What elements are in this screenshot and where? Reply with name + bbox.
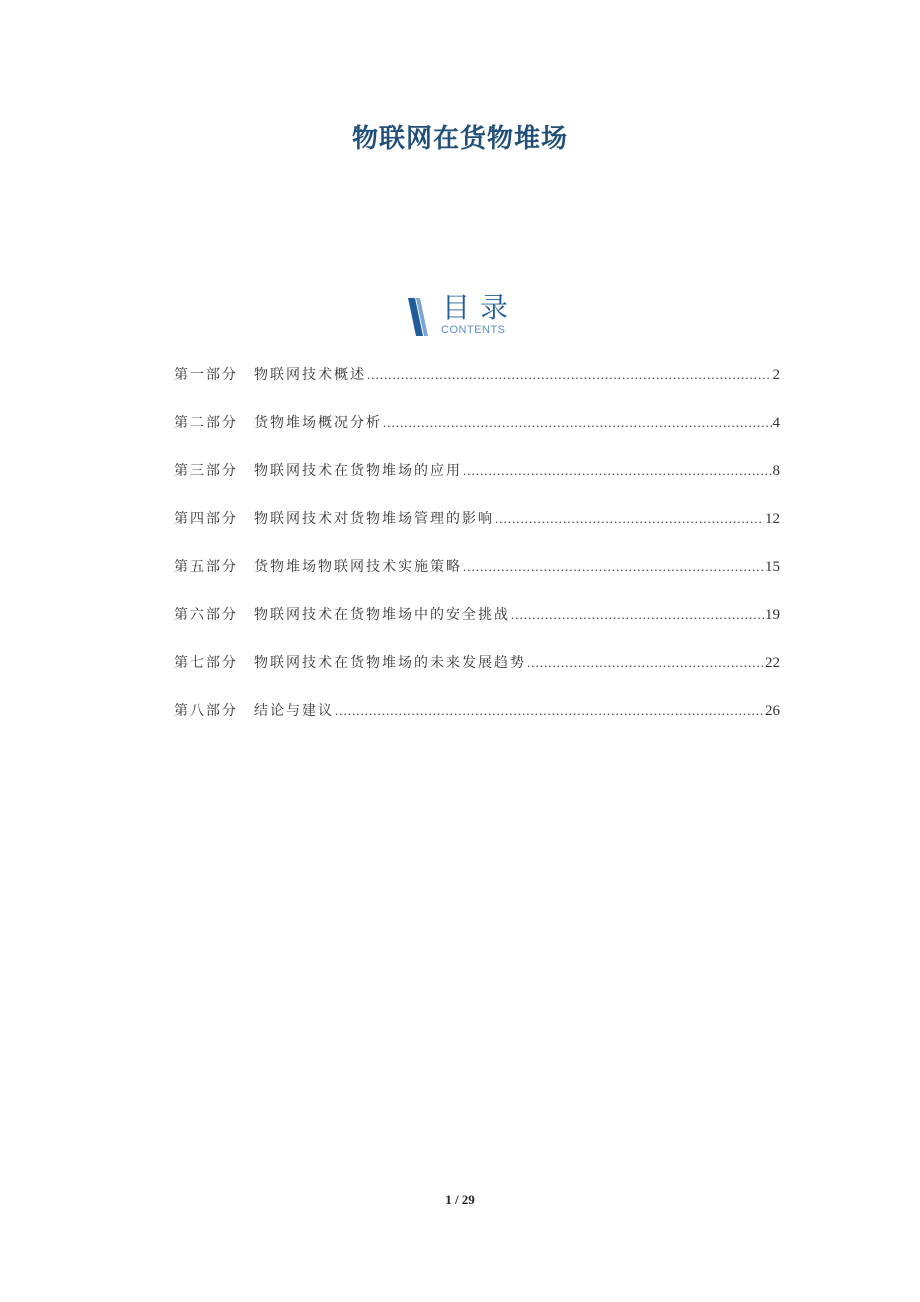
toc-entry[interactable] xyxy=(174,604,780,652)
toc-entry-part: 第三部分 xyxy=(174,463,238,479)
toc-entry-part: 第八部分 xyxy=(174,703,238,719)
toc-entry-page: 22 xyxy=(765,655,780,671)
toc-logo-icon xyxy=(406,296,432,338)
toc-entry[interactable] xyxy=(174,460,780,508)
toc-entry-page: 2 xyxy=(772,367,780,383)
toc-entry-title: 物联网技术在货物堆场中的安全挑战 xyxy=(254,607,510,623)
toc-entry-part: 第七部分 xyxy=(174,655,238,671)
toc-entry-title: 货物堆场概况分析 xyxy=(254,415,382,431)
toc-entry-title: 物联网技术在货物堆场的应用 xyxy=(254,463,462,479)
toc-entry-part: 第一部分 xyxy=(174,367,238,383)
toc-entry[interactable] xyxy=(174,364,780,412)
toc-entry[interactable] xyxy=(174,412,780,460)
toc-entry[interactable] xyxy=(174,652,780,700)
toc-list xyxy=(174,364,780,748)
toc-entry-title: 结论与建议 xyxy=(254,703,334,719)
toc-entry-page: 26 xyxy=(765,703,780,719)
toc-leader-dots xyxy=(463,463,772,479)
toc-entry-part: 第六部分 xyxy=(174,607,238,623)
toc-leader-dots xyxy=(463,559,764,575)
document-title: 物联网在货物堆场 xyxy=(351,124,568,154)
toc-entry-title: 物联网技术在货物堆场的未来发展趋势 xyxy=(254,655,526,671)
toc-entry-title: 物联网技术概述 xyxy=(254,367,366,383)
toc-entry[interactable] xyxy=(174,556,780,604)
toc-header xyxy=(406,292,526,342)
toc-heading: 目录 xyxy=(442,291,519,324)
toc-leader-dots xyxy=(495,511,764,527)
page-number: 1 / 29 xyxy=(445,1192,475,1207)
toc-leader-dots xyxy=(383,415,772,431)
toc-entry-page: 4 xyxy=(772,415,780,431)
toc-entry-title: 货物堆场物联网技术实施策略 xyxy=(254,559,462,575)
toc-leader-dots xyxy=(367,367,772,383)
toc-entry[interactable] xyxy=(174,508,780,556)
toc-leader-dots xyxy=(335,703,764,719)
toc-entry-page: 15 xyxy=(765,559,780,575)
toc-entry-part: 第二部分 xyxy=(174,415,238,431)
toc-entry[interactable] xyxy=(174,700,780,748)
toc-entry-page: 19 xyxy=(765,607,780,623)
toc-leader-dots xyxy=(511,607,764,623)
toc-leader-dots xyxy=(527,655,764,671)
toc-subheading: CONTENTS xyxy=(441,324,506,336)
toc-entry-part: 第四部分 xyxy=(174,511,238,527)
toc-entry-page: 12 xyxy=(765,511,780,527)
toc-entry-page: 8 xyxy=(772,463,780,479)
toc-entry-title: 物联网技术对货物堆场管理的影响 xyxy=(254,511,494,527)
toc-entry-part: 第五部分 xyxy=(174,559,238,575)
